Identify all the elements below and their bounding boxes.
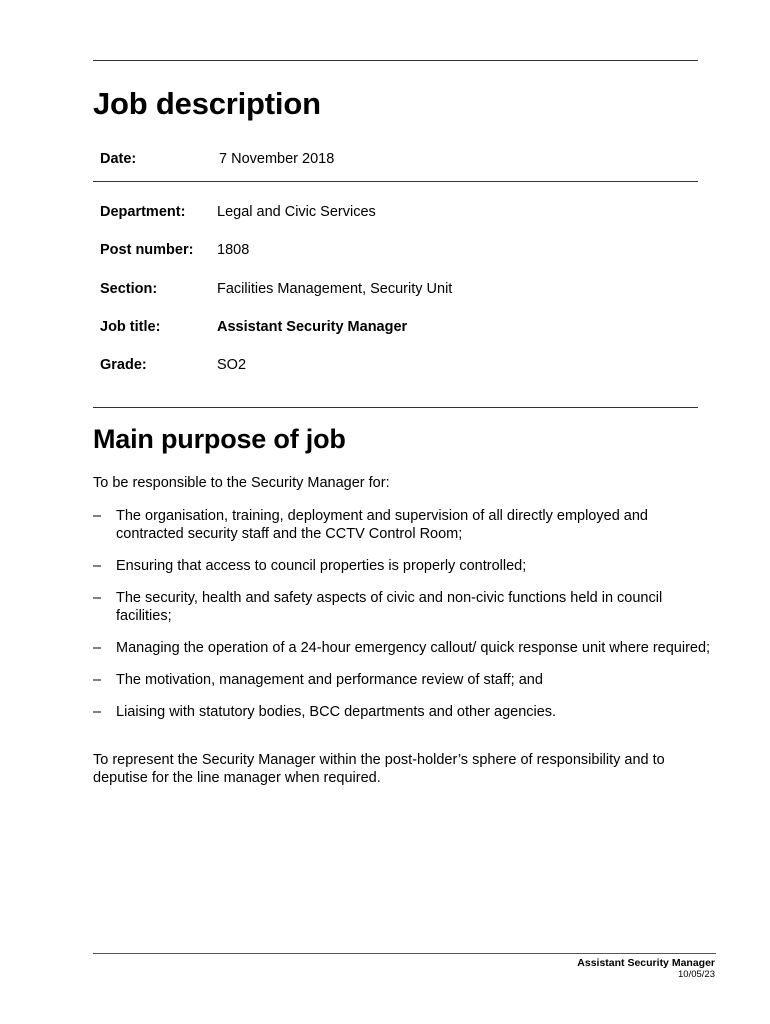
footer-rule (93, 953, 716, 954)
bullet-text: The security, health and safety aspects of civic and non-civic functions held in council facilities; (116, 590, 663, 624)
field-value-grade: SO2 (217, 357, 247, 373)
date-value: 7 November 2018 (219, 151, 335, 167)
bullet-dash: – (93, 640, 102, 656)
field-value-section: Facilities Management, Security Unit (217, 281, 453, 297)
bullet-text: The organisation, training, deployment and supervision of all directly employed and contracted security staff and the CCTV Control Room; (116, 508, 648, 542)
field-label-post-number: Post number: (100, 242, 194, 258)
bullet-text: Liaising with statutory bodies, BCC departments and other agencies. (116, 704, 557, 720)
field-row-grade (100, 356, 246, 374)
footer-title: Assistant Security Manager (577, 957, 715, 969)
list-item (93, 589, 713, 625)
field-label-grade: Grade: (100, 357, 147, 373)
field-value-post-number: 1808 (217, 242, 250, 258)
date-rule (93, 181, 698, 182)
bullet-dash: – (93, 590, 102, 606)
bullet-text: The motivation, management and performance review of staff; and (116, 672, 543, 688)
date-row (100, 150, 334, 168)
list-item (93, 507, 713, 543)
field-label-department: Department: (100, 204, 186, 220)
list-item (93, 557, 713, 575)
bullet-text: Ensuring that access to council properties is properly controlled; (116, 558, 527, 574)
field-row-post-number (100, 241, 249, 259)
bullet-text: Managing the operation of a 24-hour emergency callout/ quick response unit where required; (116, 640, 711, 656)
list-item (93, 671, 713, 689)
field-label-job-title: Job title: (100, 319, 161, 335)
purpose-intro: To be responsible to the Security Manager for: (93, 475, 390, 491)
bullet-dash: – (93, 558, 102, 574)
top-rule (93, 60, 698, 61)
list-item (93, 639, 713, 657)
footer-date: 10/05/23 (678, 969, 715, 980)
purpose-bullet-list (93, 507, 713, 735)
section-heading-main-purpose: Main purpose of job (93, 424, 346, 454)
field-row-department (100, 203, 376, 221)
bullet-dash: – (93, 508, 102, 524)
list-item (93, 703, 713, 721)
field-row-job-title (100, 318, 407, 336)
field-row-section (100, 280, 452, 298)
page-title: Job description (93, 86, 321, 121)
bullet-dash: – (93, 704, 102, 720)
field-value-department: Legal and Civic Services (217, 204, 376, 220)
date-label: Date: (100, 151, 137, 167)
field-value-job-title: Assistant Security Manager (217, 319, 408, 335)
field-label-section: Section: (100, 281, 158, 297)
purpose-closing: To represent the Security Manager within the post-holder’s sphere of responsibility and to deputise for the line manager when required. (93, 752, 665, 786)
bullet-dash: – (93, 672, 102, 688)
fields-rule (93, 407, 698, 408)
